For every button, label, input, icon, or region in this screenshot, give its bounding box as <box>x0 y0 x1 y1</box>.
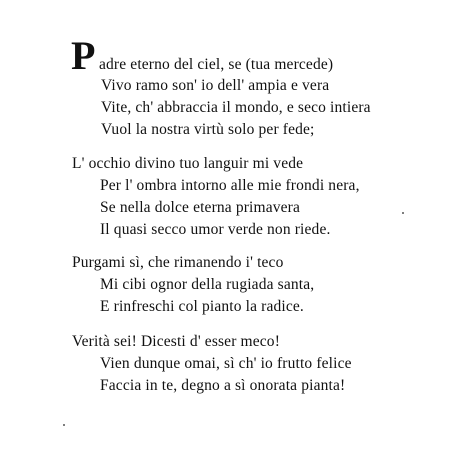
scan-speck <box>402 212 404 214</box>
poem-line: Se nella dolce eterna primavera <box>100 199 301 216</box>
poem-line: Purgami sì, che rimanendo i' teco <box>72 254 284 271</box>
poem-line: Vite, ch' abbraccia il mondo, e seco intiera <box>101 99 371 116</box>
scan-speck <box>63 424 65 426</box>
poem-line: Vuol la nostra virtù solo per fede; <box>101 121 315 138</box>
poem-line: Per l' ombra intorno alle mie frondi nera, <box>100 177 360 194</box>
poem-line: Il quasi secco umor verde non riede. <box>100 221 331 238</box>
poem-line: adre eterno del ciel, se (tua mercede) <box>99 56 334 73</box>
poem-line: L' occhio divino tuo languir mi vede <box>72 155 304 172</box>
poem-line: Vivo ramo son' io dell' ampia e vera <box>101 77 330 94</box>
poem-line: E rinfreschi col pianto la radice. <box>100 298 304 315</box>
drop-cap-initial: P <box>71 33 96 78</box>
poem-line: Faccia in te, degno a sì onorata pianta! <box>100 377 346 394</box>
poem-line: Vien dunque omai, sì ch' io frutto felice <box>100 355 352 372</box>
poem-line: Mi cibi ognor della rugiada santa, <box>100 276 315 293</box>
poem-line: Verità sei! Dicesti d' esser meco! <box>72 333 281 350</box>
